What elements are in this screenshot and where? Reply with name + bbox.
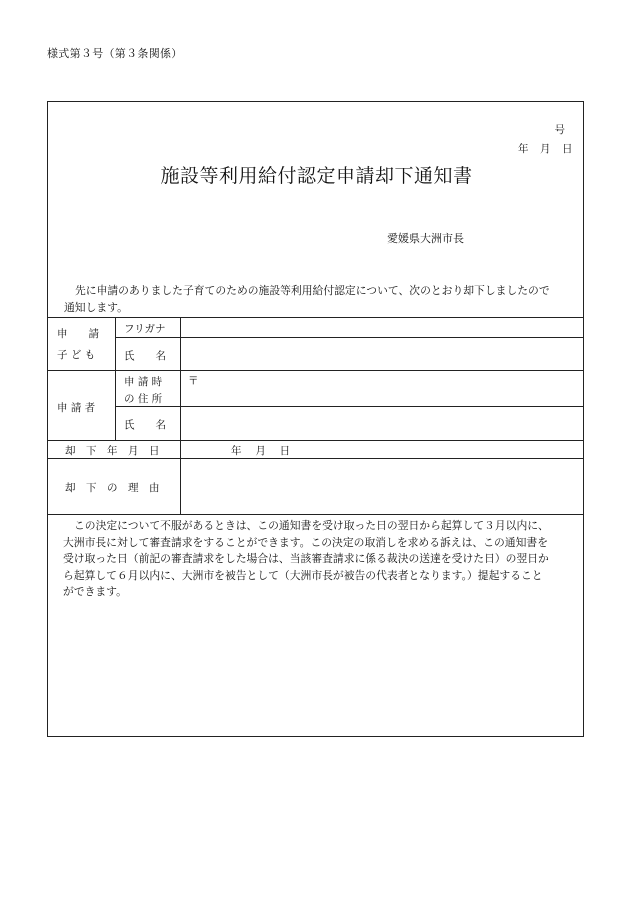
document-number-label: 号 (554, 124, 565, 136)
applicant-label: 申 請 者 (57, 402, 96, 414)
appeal-notice (63, 518, 573, 601)
address-label-line-1: 申 請 時 (124, 376, 163, 388)
child-label-line-2: 子 ど も (57, 349, 96, 361)
table-top-rule (48, 317, 583, 318)
notice-line-3: 受け取った日（前記の審査請求をした場合は、当該審査請求に係る裁決の送達を受けた日）の翌日か (63, 552, 549, 565)
intro-line-2: 通知します。 (64, 301, 128, 314)
rejection-date-value: 年 月 日 (231, 445, 291, 457)
furigana-label: フリガナ (124, 323, 166, 335)
child-name-label: 氏 名 (124, 350, 166, 362)
table-bottom-rule (48, 514, 583, 515)
rejection-reason-label: 却 下 の 理 由 (65, 482, 160, 494)
issuer-name: 愛媛県大洲市長 (387, 232, 464, 245)
intro-text (64, 282, 574, 316)
address-row-rule (115, 406, 583, 407)
rejection-date-label: 却 下 年 月 日 (65, 445, 160, 457)
date-row-rule (48, 458, 583, 459)
child-label-line-1: 申 請 (57, 328, 99, 340)
child-section-rule (48, 370, 583, 371)
document-title: 施設等利用給付認定申請却下通知書 (160, 165, 473, 187)
notice-document-frame (47, 101, 584, 737)
postal-mark: 〒 (188, 375, 199, 387)
address-label-line-2: の 住 所 (124, 393, 163, 405)
table-inner-divider (115, 317, 116, 440)
form-number: 様式第３号（第３条関係） (47, 47, 183, 60)
notice-line-1: この決定について不服があるときは、この通知書を受け取った日の翌日から起算して３月以内に、 (74, 519, 549, 532)
applicant-name-label: 氏 名 (124, 419, 166, 431)
notice-line-2: 大洲市長に対して審査請求をすることができます。この決定の取消しを求める訴えは、この通知書を (63, 535, 548, 549)
furigana-row-rule (115, 337, 583, 338)
table-label-divider (180, 317, 181, 514)
intro-line-1: 先に申請のありました子育てのための施設等利用給付認定について、次のとおり却下しましたので (75, 284, 550, 297)
notice-line-5: ができます。 (63, 585, 127, 598)
issue-date-labels: 年 月 日 (518, 143, 573, 155)
applicant-section-rule (48, 440, 583, 441)
notice-line-4: ら起算して６月以内に、大洲市を被告として（大洲市長が被告の代表者となります。）提起すること (63, 568, 543, 582)
